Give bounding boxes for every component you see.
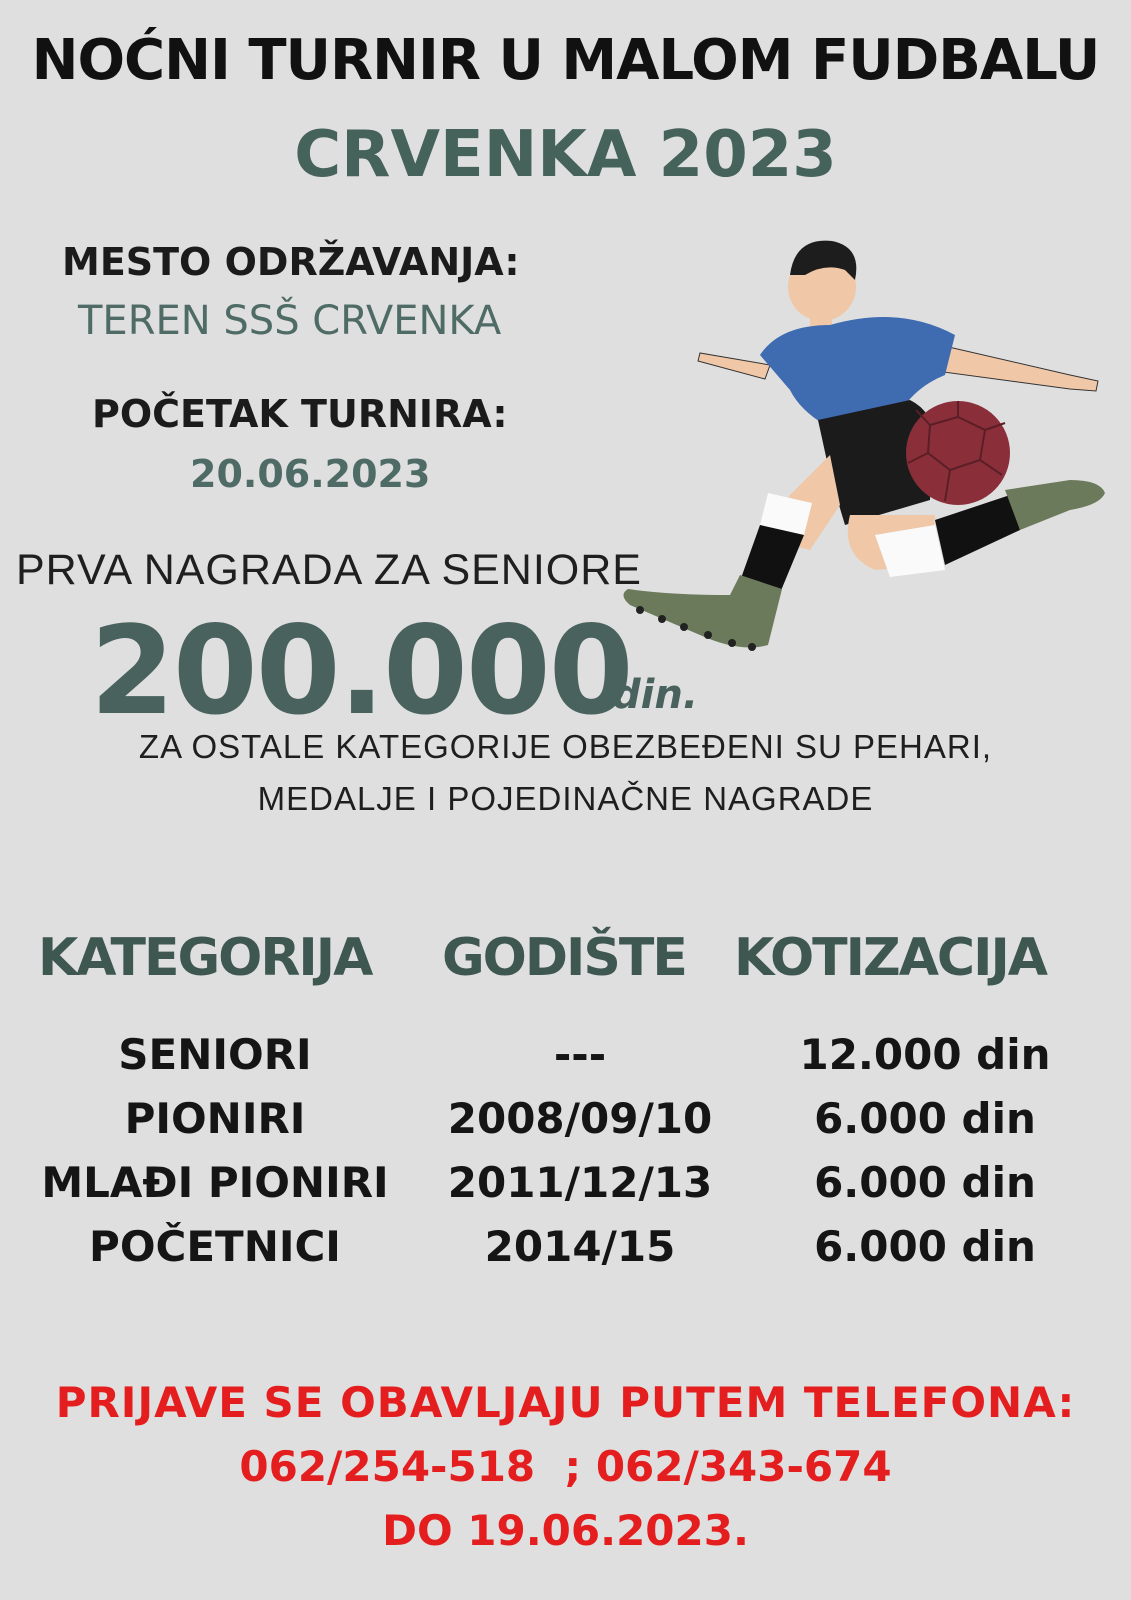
registration-phones: 062/254-518 ; 062/343-674 [239, 1442, 892, 1491]
table-cell-birth-year: 2011/12/13 [447, 1158, 713, 1207]
table-cell-fee: 6.000 din [814, 1158, 1036, 1207]
prize-amount: 200.000 [90, 600, 632, 742]
prize-note-line2: MEDALJE I POJEDINAČNE NAGRADE [257, 780, 874, 817]
prize-unit: din. [612, 672, 699, 718]
table-row [0, 1094, 1131, 1156]
registration-deadline: DO 19.06.2023. [382, 1506, 749, 1555]
table-cell-birth-year: 2008/09/10 [447, 1094, 713, 1143]
start-date: 20.06.2023 [190, 452, 431, 496]
registration-heading: PRIJAVE SE OBAVLJAJU PUTEM TELEFONA: [55, 1378, 1076, 1427]
column-header-category: KATEGORIJA [38, 928, 372, 988]
table-row [0, 1030, 1131, 1092]
table-cell-fee: 6.000 din [814, 1094, 1036, 1143]
page-title: NOĆNI TURNIR U MALOM FUDBALU [31, 28, 1100, 93]
table-cell-category: POČETNICI [89, 1222, 341, 1271]
venue-value: TEREN SSŠ CRVENKA [78, 298, 502, 344]
football-player-illustration [600, 225, 1110, 675]
prize-heading: PRVA NAGRADA ZA SENIORE [16, 546, 642, 594]
table-row [0, 1158, 1131, 1220]
table-row [0, 1222, 1131, 1284]
page-subtitle: CRVENKA 2023 [294, 118, 837, 192]
table-cell-category: MLAĐI PIONIRI [41, 1158, 389, 1207]
venue-label: MESTO ODRŽAVANJA: [62, 240, 520, 284]
table-cell-birth-year: 2014/15 [484, 1222, 676, 1271]
table-cell-category: SENIORI [118, 1030, 312, 1079]
table-cell-category: PIONIRI [124, 1094, 306, 1143]
column-header-fee: KOTIZACIJA [734, 928, 1047, 988]
table-cell-fee: 12.000 din [799, 1030, 1051, 1079]
table-cell-birth-year: --- [553, 1030, 607, 1079]
column-header-birth-year: GODIŠTE [442, 928, 686, 988]
start-label: POČETAK TURNIRA: [92, 392, 508, 436]
prize-note-line1: ZA OSTALE KATEGORIJE OBEZBEĐENI SU PEHARI, [138, 728, 993, 765]
table-cell-fee: 6.000 din [814, 1222, 1036, 1271]
